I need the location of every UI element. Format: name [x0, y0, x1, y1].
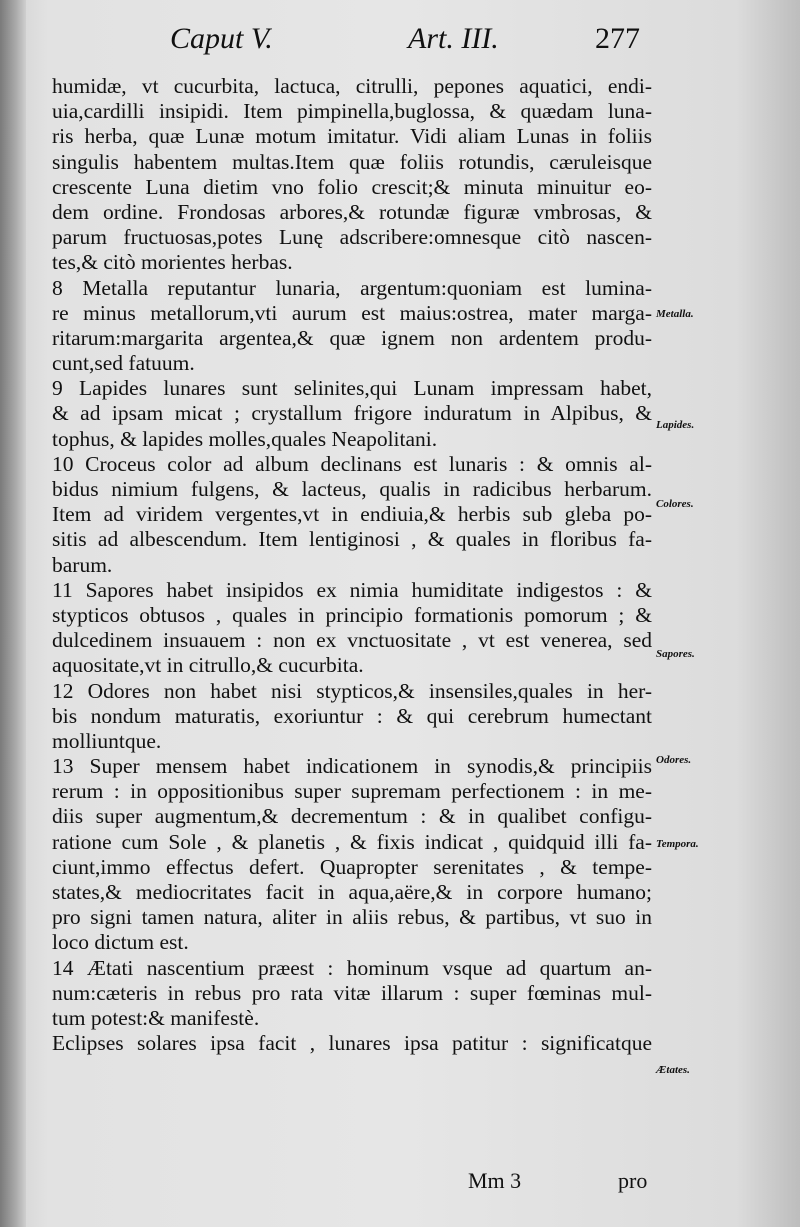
margin-note-tempora: Tempora.	[656, 838, 699, 850]
text-line: 8 Metalla reputantur lunaria, argentum:quoniam est lumina-	[52, 275, 652, 300]
text-line: num:cæteris in rebus pro rata vitæ illarum : super fœminas mul-	[52, 980, 652, 1005]
margin-note-metalla: Metalla.	[656, 308, 694, 320]
running-head-article: Art. III.	[408, 22, 499, 55]
text-line: Item ad viridem vergentes,vt in endiuia,& herbis sub gleba po-	[52, 502, 652, 527]
body-text	[52, 74, 652, 1056]
text-line: cunt,sed fatuum.	[52, 351, 195, 376]
text-line: ritarum:margarita argentea,& quæ ignem non ardentem produ-	[52, 325, 652, 350]
catchword: pro	[618, 1168, 648, 1193]
text-line: uia,cardilli insipidi. Item pimpinella,buglossa, & quædam luna-	[52, 99, 652, 124]
text-line: bidus nimium fulgens, & lacteus, qualis in radicibus herbarum.	[52, 477, 652, 501]
page-number: 277	[595, 22, 640, 55]
margin-note-aetates: Ætates.	[656, 1064, 690, 1076]
text-line: diis super augmentum,& decrementum : & in qualibet configu-	[52, 804, 652, 829]
text-line: rerum : in oppositionibus super supremam perfectionem : in me-	[52, 779, 652, 804]
text-line: loco dictum est.	[52, 930, 189, 955]
text-line: sitis ad albescendum. Item lentiginosi , & quales in floribus fa-	[52, 527, 652, 552]
text-line: & ad ipsam micat ; crystallum frigore induratum in Alpibus, &	[52, 401, 652, 426]
text-line: ratione cum Sole , & planetis , & fixis indicat , quidquid illi fa-	[52, 829, 652, 854]
text-line: 12 Odores non habet nisi stypticos,& insensiles,quales in her-	[52, 678, 652, 703]
text-line: states,& mediocritates facit in aqua,aëre,& in corpore humano;	[52, 880, 652, 904]
running-header	[170, 22, 670, 66]
page-footer	[468, 1168, 668, 1198]
text-line: humidæ, vt cucurbita, lactuca, citrulli, pepones aquatici, endi-	[52, 74, 652, 98]
text-line: dulcedinem insuauem : non ex vnctuositate , vt est venerea, sed	[52, 628, 652, 653]
running-head-chapter: Caput V.	[170, 22, 273, 55]
text-line: singulis habentem multas.Item quæ foliis rotundis, cæruleisque	[52, 149, 652, 174]
margin-note-lapides: Lapides.	[656, 419, 695, 431]
text-line: dem ordine. Frondosas arbores,& rotundæ figuræ vmbrosas, &	[52, 199, 652, 224]
margin-note-colores: Colores.	[656, 498, 694, 510]
text-line: tum potest:& manifestè.	[52, 1005, 260, 1030]
text-line: 14 Ætati nascentium præest : hominum vsque ad quartum an-	[52, 955, 652, 980]
margin-note-odores: Odores.	[656, 754, 692, 766]
text-line: bis nondum maturatis, exoriuntur : & qui cerebrum humectant	[52, 703, 652, 728]
text-line: ris herba, quæ Lunæ motum imitatur. Vidi aliam Lunas in foliis	[52, 124, 652, 149]
text-line: re minus metallorum,vti aurum est maius:ostrea, mater marga-	[52, 300, 652, 325]
text-line: 10 Croceus color ad album declinans est lunaris : & omnis al-	[52, 451, 652, 476]
text-line: ciunt,immo effectus defert. Quapropter serenitates , & tempe-	[52, 854, 652, 879]
text-line: 9 Lapides lunares sunt selinites,qui Lunam impressam habet,	[52, 376, 652, 401]
text-line: tophus, & lapides molles,quales Neapolitani.	[52, 426, 438, 451]
text-line: pro signi tamen natura, aliter in aliis rebus, & partibus, vt suo in	[52, 905, 652, 930]
text-line: 13 Super mensem habet indicationem in synodis,& principiis	[52, 754, 652, 779]
text-line: tes,& citò morientes herbas.	[52, 250, 293, 275]
text-line: parum fructuosas,potes Lunę adscribere:omnesque citò nascen-	[52, 225, 652, 250]
margin-note-sapores: Sapores.	[656, 648, 695, 660]
text-line: crescente Luna dietim vno folio crescit;& minuta minuitur eo-	[52, 174, 652, 199]
text-line: stypticos obtusos , quales in principio formationis pomorum ; &	[52, 602, 652, 627]
text-line: molliuntque.	[52, 728, 162, 753]
text-line: 11 Sapores habet insipidos ex nimia humiditate indigestos : &	[52, 577, 652, 602]
text-line: Eclipses solares ipsa facit , lunares ipsa patitur : significatque	[52, 1031, 652, 1056]
signature-mark: Mm 3	[468, 1168, 522, 1193]
text-line: aquositate,vt in citrullo,& cucurbita.	[52, 653, 364, 678]
text-line: barum.	[52, 552, 113, 577]
page-gutter-shadow	[0, 0, 26, 1227]
